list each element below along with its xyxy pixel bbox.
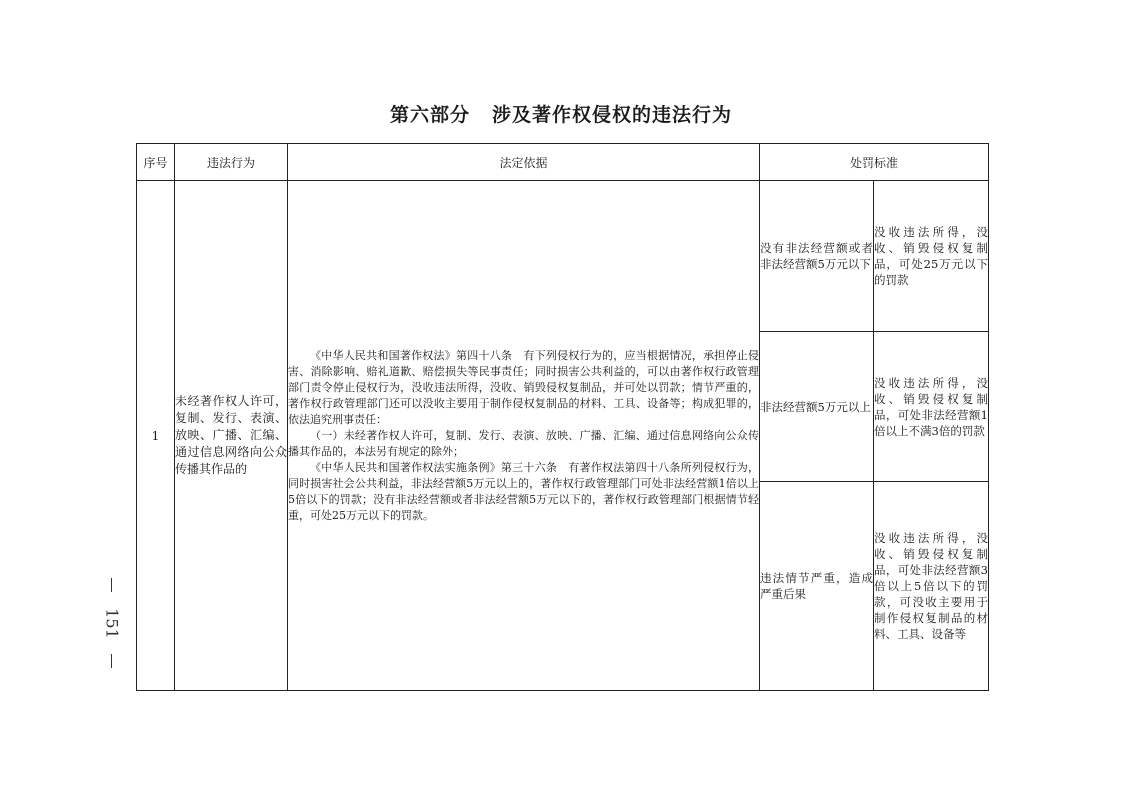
page-number <box>102 578 122 668</box>
table-header-row <box>137 144 989 181</box>
table-row <box>137 181 989 332</box>
penalty-standard: 没收违法所得，没收、销毁侵权复制品，可处25万元以下的罚款 <box>874 181 989 332</box>
penalty-condition: 非法经营额5万元以上 <box>760 332 874 482</box>
violation-table <box>136 143 989 691</box>
header-penalty: 处罚标准 <box>760 144 989 181</box>
legal-basis-paragraph: 《中华人民共和国著作权法》第四十八条 有下列侵权行为的，应当根据情况，承担停止侵害、消除影响、赔礼道歉、赔偿损失等民事责任；同时损害公共利益的，可以由著作权行政管理部门责令停止侵权行为，没收违法所得，没收、销毁侵权复制品，并可处以罚款；情节严重的，著作权行政管理部门还可以没收主要用于制作侵权复制品的材料、工具、设备等；构成犯罪的，依法追究刑事责任： <box>288 348 759 426</box>
header-seq: 序号 <box>137 144 175 181</box>
legal-basis-paragraph: （一）未经著作权人许可，复制、发行、表演、放映、广播、汇编、通过信息网络向公众传播其作品的，本法另有规定的除外； <box>288 428 759 458</box>
penalty-condition: 违法情节严重，造成严重后果 <box>760 482 874 691</box>
row-legal-basis <box>288 181 760 691</box>
part-name: 涉及著作权侵权的违法行为 <box>492 104 733 126</box>
row-violation: 未经著作权人许可，复制、发行、表演、放映、广播、汇编、通过信息网络向公众传播其作品的 <box>175 181 288 691</box>
part-label: 第六部分 <box>389 104 470 126</box>
legal-basis-paragraph: 《中华人民共和国著作权法实施条例》第三十六条 有著作权法第四十八条所列侵权行为，同时损害社会公共利益，非法经营额5万元以上的，著作权行政管理部门可处非法经营额1倍以上5倍以下的罚款；没有非法经营额或者非法经营额5万元以下的，著作权行政管理部门根据情节轻重，可处25万元以下的罚款。 <box>288 460 759 522</box>
penalty-standard: 没收违法所得，没收、销毁侵权复制品，可处非法经营额1倍以上不满3倍的罚款 <box>874 332 989 482</box>
page-number-dash <box>111 578 112 592</box>
page-number-dash <box>111 654 112 668</box>
header-legal-basis: 法定依据 <box>288 144 760 181</box>
penalty-standard: 没收违法所得，没收、销毁侵权复制品，可处非法经营额3倍以上5倍以下的罚款，可没收主要用于制作侵权复制品的材料、工具、设备等 <box>874 482 989 691</box>
page-title <box>0 100 1122 127</box>
penalty-condition: 没有非法经营额或者非法经营额5万元以下 <box>760 181 874 332</box>
header-violation: 违法行为 <box>175 144 288 181</box>
row-seq: 1 <box>137 181 175 691</box>
page-number-text: 151 <box>102 608 122 639</box>
